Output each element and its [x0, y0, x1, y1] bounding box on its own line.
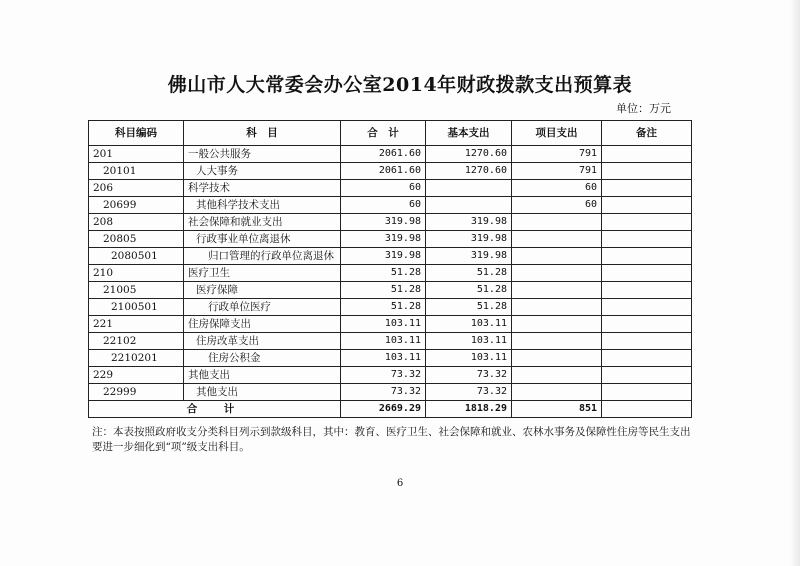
- row-note: [602, 299, 692, 316]
- row-total: 103.11: [341, 333, 426, 350]
- row-code: 221: [89, 316, 184, 333]
- row-subject: 医疗保障: [184, 282, 341, 299]
- row-total: 51.28: [341, 299, 426, 316]
- row-note: [602, 146, 692, 163]
- table-row: [89, 333, 692, 350]
- col-header-basic: 基本支出: [426, 121, 512, 146]
- row-note: [602, 384, 692, 401]
- row-total: 51.28: [341, 265, 426, 282]
- row-note: [602, 231, 692, 248]
- row-project: [512, 316, 602, 333]
- row-project: [512, 299, 602, 316]
- table-row: [89, 384, 692, 401]
- row-project: [512, 214, 602, 231]
- row-total: 103.11: [341, 350, 426, 367]
- table-row: [89, 350, 692, 367]
- row-basic: 1270.60: [426, 146, 512, 163]
- row-basic: 51.28: [426, 265, 512, 282]
- row-project: [512, 384, 602, 401]
- table-row: [89, 265, 692, 282]
- table-row: [89, 197, 692, 214]
- row-code: 20101: [89, 163, 184, 180]
- row-project: [512, 248, 602, 265]
- row-basic: [426, 180, 512, 197]
- row-subject: 行政事业单位离退休: [184, 231, 341, 248]
- row-project: 791: [512, 146, 602, 163]
- col-header-project: 项目支出: [512, 121, 602, 146]
- row-total: 60: [341, 197, 426, 214]
- row-note: [602, 316, 692, 333]
- row-basic: [426, 197, 512, 214]
- row-total: 2061.60: [341, 146, 426, 163]
- col-header-code: 科目编码: [89, 121, 184, 146]
- row-subject: 住房公积金: [184, 350, 341, 367]
- row-project: 60: [512, 180, 602, 197]
- row-basic: 103.11: [426, 350, 512, 367]
- table-row: [89, 214, 692, 231]
- row-subject: 一般公共服务: [184, 146, 341, 163]
- col-header-total: 合 计: [341, 121, 426, 146]
- row-project: [512, 333, 602, 350]
- total-sum: 2669.29: [341, 401, 426, 418]
- row-code: 2210201: [89, 350, 184, 367]
- total-label: 合 计: [89, 401, 341, 418]
- row-note: [602, 197, 692, 214]
- col-header-subject: 科 目: [184, 121, 341, 146]
- row-code: 201: [89, 146, 184, 163]
- budget-table: [88, 120, 692, 418]
- table-row: [89, 163, 692, 180]
- row-note: [602, 367, 692, 384]
- page-title: 佛山市人大常委会办公室2014年财政拨款支出预算表: [167, 74, 633, 96]
- row-total: 319.98: [341, 231, 426, 248]
- row-note: [602, 350, 692, 367]
- row-project: [512, 350, 602, 367]
- col-header-note: 备注: [602, 121, 692, 146]
- row-total: 51.28: [341, 282, 426, 299]
- row-subject: 其他支出: [184, 367, 341, 384]
- row-basic: 319.98: [426, 231, 512, 248]
- total-note: [602, 401, 692, 418]
- row-total: 103.11: [341, 316, 426, 333]
- row-subject: 住房改革支出: [184, 333, 341, 350]
- total-row: [89, 401, 692, 418]
- row-subject: 人大事务: [184, 163, 341, 180]
- table-header-row: [89, 121, 692, 146]
- table-row: [89, 367, 692, 384]
- footnote: 注：本表按照政府收支分类科目列示到款级科目，其中：教育、医疗卫生、社会保障和就业、农林水事务及保障性住房等民生支出要进一步细化到“项”级支出科目。: [92, 426, 691, 453]
- row-code: 208: [89, 214, 184, 231]
- row-project: [512, 282, 602, 299]
- scan-shadow: [790, 0, 800, 566]
- row-note: [602, 282, 692, 299]
- total-basic: 1818.29: [426, 401, 512, 418]
- page-number: 6: [396, 478, 404, 489]
- row-subject: 其他科学技术支出: [184, 197, 341, 214]
- table-row: [89, 316, 692, 333]
- row-note: [602, 333, 692, 350]
- row-note: [602, 265, 692, 282]
- table-row: [89, 282, 692, 299]
- row-basic: 319.98: [426, 248, 512, 265]
- table-row: [89, 146, 692, 163]
- row-total: 319.98: [341, 214, 426, 231]
- row-basic: 73.32: [426, 367, 512, 384]
- row-subject: 行政单位医疗: [184, 299, 341, 316]
- row-subject: 社会保障和就业支出: [184, 214, 341, 231]
- row-code: 229: [89, 367, 184, 384]
- row-note: [602, 163, 692, 180]
- row-project: 791: [512, 163, 602, 180]
- row-basic: 103.11: [426, 333, 512, 350]
- table-row: [89, 248, 692, 265]
- row-subject: 其他支出: [184, 384, 341, 401]
- row-basic: 319.98: [426, 214, 512, 231]
- row-code: 22102: [89, 333, 184, 350]
- row-subject: 住房保障支出: [184, 316, 341, 333]
- row-code: 206: [89, 180, 184, 197]
- row-project: 60: [512, 197, 602, 214]
- row-basic: 73.32: [426, 384, 512, 401]
- unit-label: 单位：万元: [616, 102, 671, 115]
- row-basic: 103.11: [426, 316, 512, 333]
- row-note: [602, 180, 692, 197]
- row-basic: 51.28: [426, 282, 512, 299]
- row-subject: 科学技术: [184, 180, 341, 197]
- row-code: 22999: [89, 384, 184, 401]
- row-code: 2100501: [89, 299, 184, 316]
- row-project: [512, 367, 602, 384]
- row-total: 73.32: [341, 367, 426, 384]
- table-row: [89, 180, 692, 197]
- row-code: 21005: [89, 282, 184, 299]
- row-code: 2080501: [89, 248, 184, 265]
- row-total: 319.98: [341, 248, 426, 265]
- row-basic: 1270.60: [426, 163, 512, 180]
- row-project: [512, 265, 602, 282]
- row-subject: 医疗卫生: [184, 265, 341, 282]
- row-code: 210: [89, 265, 184, 282]
- total-project: 851: [512, 401, 602, 418]
- row-note: [602, 248, 692, 265]
- row-code: 20699: [89, 197, 184, 214]
- row-total: 60: [341, 180, 426, 197]
- table-row: [89, 231, 692, 248]
- table-row: [89, 299, 692, 316]
- row-total: 73.32: [341, 384, 426, 401]
- row-code: 20805: [89, 231, 184, 248]
- row-basic: 51.28: [426, 299, 512, 316]
- row-total: 2061.60: [341, 163, 426, 180]
- row-subject: 归口管理的行政单位离退休: [184, 248, 341, 265]
- row-project: [512, 231, 602, 248]
- row-note: [602, 214, 692, 231]
